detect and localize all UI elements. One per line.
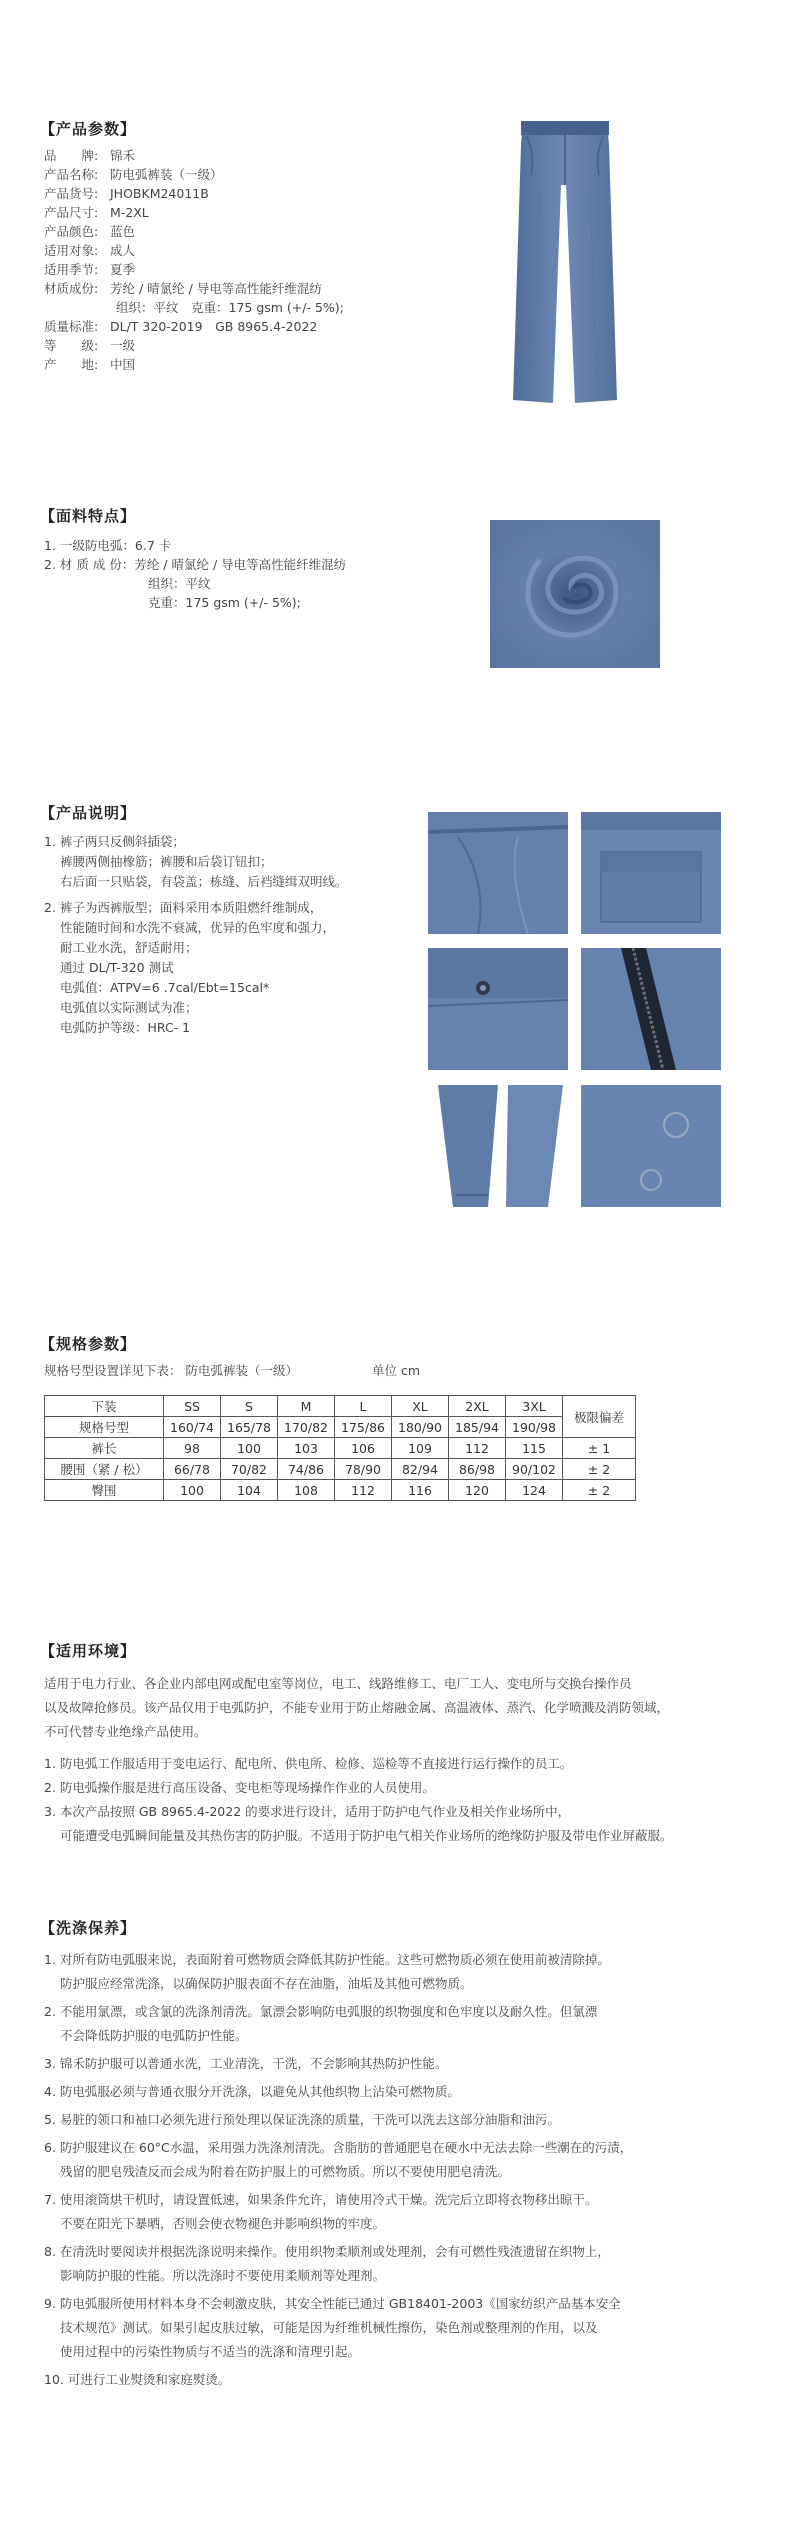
- desc-line: 2. 裤子为西裤版型；面料采用本质阻燃纤维制成，: [44, 900, 323, 915]
- fabric-line: 2. 材 质 成 份：芳纶 / 晴氯纶 / 导电等高性能纤维混纺: [44, 557, 347, 572]
- desc-line: 右后面一只贴袋，有袋盖；栋缝、后裆缝缉双明线。: [60, 874, 348, 889]
- fabric-line: 克重：175 gsm (+/- 5%);: [148, 595, 301, 610]
- param-value: 芳纶 / 晴氯纶 / 导电等高性能纤维混纺: [110, 281, 322, 296]
- desc-list: [44, 832, 348, 1038]
- param-label: 产 地:: [44, 357, 99, 372]
- param-label: 产品尺寸:: [44, 205, 99, 220]
- wash-item: 10. 可进行工业熨烫和家庭熨烫。: [44, 2372, 231, 2387]
- tolerance-cell: ± 2: [563, 1480, 636, 1501]
- value-cell: 70/82: [221, 1459, 278, 1480]
- value-cell: 82/94: [392, 1459, 449, 1480]
- spec-intro-text: 规格号型设置详见下表： 防电弧裤装（一级）: [44, 1363, 298, 1378]
- wash-item: 2. 不能用氯漂，或含氯的洗涤剂清洗。氯漂会影响防电弧服的织物强度和色牢度以及耐久性。但氯漂 不会降低防护服的电弧防护性能。: [44, 2004, 598, 2043]
- wash-item: 7. 使用滚筒烘干机时，请设置低速，如果条件允许，请使用冷式干燥。洗完后立即将衣物移出晾干。 不要在阳光下暴晒，否则会使衣物褪色并影响织物的牢度。: [44, 2192, 598, 2231]
- value-cell: 124: [506, 1480, 563, 1501]
- table-row: [45, 1438, 636, 1459]
- param-value: 一级: [110, 338, 136, 353]
- row-name: 腰围（紧 / 松）: [45, 1459, 164, 1480]
- value-cell: 120: [449, 1480, 506, 1501]
- spec-unit: 单位 cm: [371, 1363, 420, 1378]
- detail-photo-pocket: [428, 812, 568, 934]
- tolerance-cell: ± 1: [563, 1438, 636, 1459]
- pants-product-image: [505, 115, 625, 407]
- wash-item: 8. 在清洗时要阅读并根据洗涤说明来操作。使用织物柔顺剂或处理剂，会有可燃性残渣遗留在织物上， 影响防护服的性能。所以洗涤时不要使用柔顺剂等处理剂。: [44, 2244, 610, 2283]
- wash-item: 9. 防电弧服所使用材料本身不会刺激皮肤，其安全性能已通过 GB18401-2003《国家纺织产品基本安全 技术规范》测试。如果引起皮肤过敏，可能是因为纤维机械性擦伤，染色剂或整理剂的作用，以及 使用过程中的污染性物质与不适当的洗涤和清理引起。: [44, 2296, 621, 2359]
- value-cell: 98: [164, 1438, 221, 1459]
- tolerance-head: 极限偏差: [563, 1396, 636, 1438]
- env-text: [44, 1672, 764, 1848]
- value-cell: 86/98: [449, 1459, 506, 1480]
- desc-line: 1. 裤子两只反侧斜插袋；: [44, 834, 185, 849]
- wash-title: 【洗涤保养】: [40, 1919, 137, 1937]
- fabric-swirl-image: [490, 520, 660, 668]
- param-value: DL/T 320-2019 GB 8965.4-2022: [110, 319, 318, 334]
- param-label: 产品颜色:: [44, 224, 99, 239]
- value-cell: 109: [392, 1438, 449, 1459]
- value-cell: 90/102: [506, 1459, 563, 1480]
- param-value: 锦禾: [110, 148, 136, 163]
- value-cell: 116: [392, 1480, 449, 1501]
- desc-line: 电弧值以实际测试为准；: [60, 1000, 198, 1015]
- wash-item: 4. 防电弧服必须与普通衣服分开洗涤，以避免从其他织物上沾染可燃物质。: [44, 2084, 460, 2099]
- value-cell: 112: [335, 1480, 392, 1501]
- code-cell: 185/94: [449, 1417, 506, 1438]
- size-cell: SS: [164, 1396, 221, 1417]
- desc-line: 裤腰两侧抽橡筋；裤腰和后袋订钮扣；: [60, 854, 273, 869]
- param-label: 产品名称:: [44, 167, 99, 182]
- desc-line: 性能随时间和水洗不衰减，优异的色牢度和强力，: [60, 920, 336, 935]
- table-row: [45, 1480, 636, 1501]
- fabric-line: 1. 一级防电弧：6.7 卡: [44, 538, 172, 553]
- tolerance-cell: ± 2: [563, 1459, 636, 1480]
- size-table: [44, 1395, 636, 1501]
- param-value: JHOBKM24011B: [110, 186, 209, 201]
- value-cell: 104: [221, 1480, 278, 1501]
- param-value: 蓝色: [110, 224, 136, 239]
- value-cell: 66/78: [164, 1459, 221, 1480]
- param-label: 材质成份:: [44, 281, 99, 296]
- param-label: 品 牌:: [44, 148, 99, 163]
- param-value: 防电弧裤装（一级）: [110, 167, 223, 182]
- fabric-list: [44, 536, 346, 612]
- size-cell: L: [335, 1396, 392, 1417]
- desc-title: 【产品说明】: [40, 804, 137, 822]
- row-name: 裤长: [45, 1438, 164, 1459]
- size-cell: 3XL: [506, 1396, 563, 1417]
- env-line: 不可代替专业绝缘产品使用。: [44, 1724, 207, 1739]
- value-cell: 103: [278, 1438, 335, 1459]
- table-row: [45, 1459, 636, 1480]
- desc-line: 电弧值：ATPV=6 .7cal/Ebt=15cal*: [60, 980, 270, 995]
- env-line: 适用于电力行业、各企业内部电网或配电室等岗位，电工、线路维修工、电厂工人、变电所与交换台操作员: [44, 1676, 632, 1691]
- value-cell: 74/86: [278, 1459, 335, 1480]
- detail-photo-back-pocket: [581, 812, 721, 934]
- spec-intro: [44, 1361, 420, 1380]
- env-line: 2. 防电弧操作服是进行高压设备、变电柜等现场操作作业的人员使用。: [44, 1780, 435, 1795]
- detail-photo-button: [428, 948, 568, 1070]
- env-title: 【适用环境】: [40, 1642, 137, 1660]
- desc-line: 耐工业水洗，舒适耐用；: [60, 940, 198, 955]
- param-value: 夏季: [110, 262, 136, 277]
- param-label: 质量标准:: [44, 319, 99, 334]
- param-label: 等 级:: [44, 338, 99, 353]
- param-value: 中国: [110, 357, 136, 372]
- env-line: 可能遭受电弧瞬间能量及其热伤害的防护服。不适用于防护电气相关作业场所的绝缘防护服及带电作业屏蔽服。: [60, 1828, 673, 1843]
- code-cell: 180/90: [392, 1417, 449, 1438]
- code-cell: 160/74: [164, 1417, 221, 1438]
- wash-item: 5. 易脏的领口和袖口必须先进行预处理以保证洗涤的质量，干洗可以洗去这部分油脂和油污。: [44, 2112, 560, 2127]
- table-head-cell: 下装: [45, 1396, 164, 1417]
- size-cell: XL: [392, 1396, 449, 1417]
- row-name: 臀围: [45, 1480, 164, 1501]
- size-cell: M: [278, 1396, 335, 1417]
- fabric-title: 【面料特点】: [40, 507, 137, 525]
- param-value: M-2XL: [110, 205, 149, 220]
- wash-list: [44, 1948, 764, 2396]
- param-label: 适用对象:: [44, 243, 99, 258]
- code-cell: 190/98: [506, 1417, 563, 1438]
- params-title: 【产品参数】: [40, 120, 137, 138]
- desc-line: 电弧防护等级：HRC- 1: [60, 1020, 191, 1035]
- detail-photo-logo: [581, 1085, 721, 1207]
- value-cell: 112: [449, 1438, 506, 1459]
- spec-title: 【规格参数】: [40, 1335, 137, 1353]
- size-cell: S: [221, 1396, 278, 1417]
- param-value: 成人: [110, 243, 136, 258]
- detail-photo-zipper: [581, 948, 721, 1070]
- value-cell: 115: [506, 1438, 563, 1459]
- material-extra: 组织：平纹 克重：175 gsm (+/- 5%);: [116, 300, 344, 315]
- value-cell: 100: [221, 1438, 278, 1459]
- param-label: 产品货号:: [44, 186, 99, 201]
- params-list: [44, 146, 344, 374]
- env-line: 3. 本次产品按照 GB 8965.4-2022 的要求进行设计，适用于防护电气作业及相关作业场所中，: [44, 1804, 571, 1819]
- value-cell: 108: [278, 1480, 335, 1501]
- value-cell: 100: [164, 1480, 221, 1501]
- code-cell: 170/82: [278, 1417, 335, 1438]
- code-cell: 165/78: [221, 1417, 278, 1438]
- wash-item: 3. 锦禾防护服可以普通水洗，工业清洗，干洗，不会影响其热防护性能。: [44, 2056, 448, 2071]
- param-label: 适用季节:: [44, 262, 99, 277]
- table-head-cell: 规格号型: [45, 1417, 164, 1438]
- detail-photo-hem: [428, 1085, 568, 1207]
- fabric-line: 组织：平纹: [148, 576, 211, 591]
- size-cell: 2XL: [449, 1396, 506, 1417]
- code-cell: 175/86: [335, 1417, 392, 1438]
- value-cell: 106: [335, 1438, 392, 1459]
- wash-item: 1. 对所有防电弧服来说，表面附着可燃物质会降低其防护性能。这些可燃物质必须在使用前被清除掉。 防护服应经常洗涤，以确保防护服表面不存在油脂，油垢及其他可燃物质。: [44, 1952, 610, 1991]
- env-line: 以及故障抢修员。该产品仅用于电弧防护，不能专业用于防止熔融金属、高温液体、蒸汽、化学喷溅及消防领域，: [44, 1700, 670, 1715]
- env-line: 1. 防电弧工作服适用于变电运行、配电所、供电所、检修、巡检等不直接进行运行操作的员工。: [44, 1756, 573, 1771]
- desc-line: 通过 DL/T-320 测试: [60, 960, 174, 975]
- wash-item: 6. 防护服建议在 60°C水温，采用强力洗涤剂清洗。含脂肪的普通肥皂在硬水中无法去除一些潮在的污渍， 残留的肥皂残渣反而会成为附着在防护服上的可燃物质。所以不要使用肥皂清洗。: [44, 2140, 633, 2179]
- value-cell: 78/90: [335, 1459, 392, 1480]
